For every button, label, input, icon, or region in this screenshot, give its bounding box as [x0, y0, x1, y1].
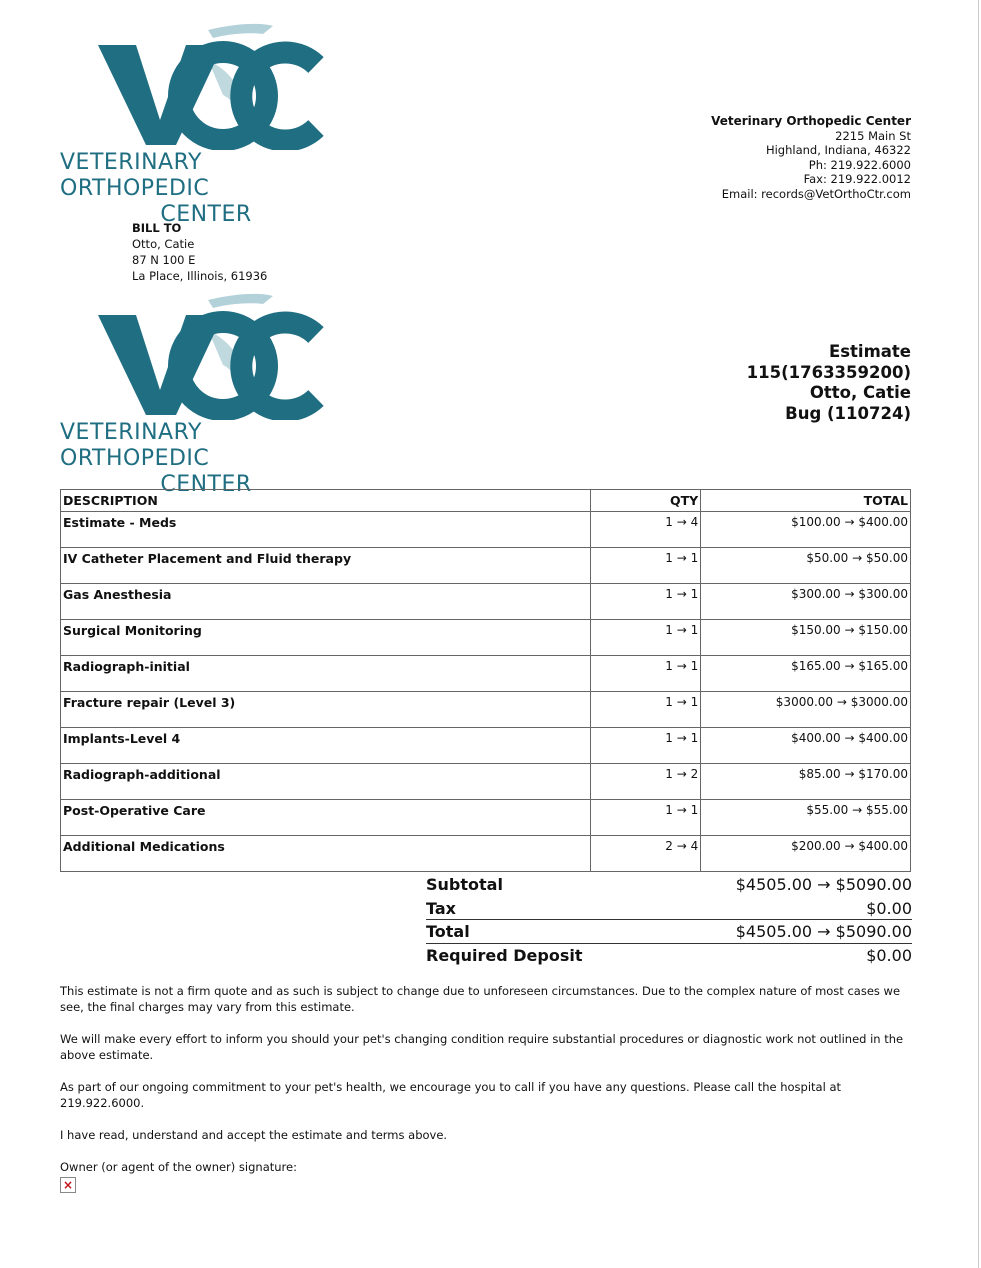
deposit-label: Required Deposit: [426, 945, 583, 965]
row-total: $400.00 → $400.00: [701, 728, 911, 764]
table-header-row: [61, 490, 911, 512]
bill-to-name: Otto, Catie: [132, 237, 195, 251]
row-total: $200.00 → $400.00: [701, 836, 911, 872]
clinic-city: Highland, Indiana, 46322: [765, 143, 911, 158]
row-description: IV Catheter Placement and Fluid therapy: [61, 548, 591, 584]
row-total: $100.00 → $400.00: [701, 512, 911, 548]
row-description: Post-Operative Care: [61, 800, 591, 836]
terms-paragraph: As part of our ongoing commitment to your pet's health, we encourage you to call if you have any questions. Please call the hospital at 219.922.6000.: [60, 1080, 842, 1110]
terms-paragraph: I have read, understand and accept the estimate and terms above.: [60, 1128, 448, 1142]
row-qty: 1 → 1: [591, 548, 701, 584]
table-row: [61, 620, 911, 656]
subtotal-value: $4505.00 → $5090.00: [735, 875, 912, 894]
row-total: $3000.00 → $3000.00: [701, 692, 911, 728]
estimate-number: 115(1763359200): [746, 362, 911, 382]
header-qty: QTY: [591, 490, 701, 512]
bill-to-city: La Place, Illinois, 61936: [132, 269, 268, 283]
bill-to-block: [132, 220, 267, 284]
clinic-logo-top: [58, 20, 358, 228]
row-total: $55.00 → $55.00: [701, 800, 911, 836]
line-items-table: [60, 489, 911, 872]
row-total: $85.00 → $170.00: [701, 764, 911, 800]
row-qty: 1 → 1: [591, 728, 701, 764]
table-row: [61, 836, 911, 872]
terms-paragraph: We will make every effort to inform you should your pet's changing condition require substantial procedures or diagnostic work not outlined in the above estimate.: [60, 1032, 904, 1062]
totals-block: [426, 873, 912, 967]
row-description: Fracture repair (Level 3): [61, 692, 591, 728]
row-qty: 1 → 1: [591, 800, 701, 836]
tax-row: [426, 897, 912, 921]
estimate-header: [747, 342, 911, 424]
row-total: $165.00 → $165.00: [701, 656, 911, 692]
logo-text-line1: VETERINARY ORTHOPEDIC: [60, 420, 210, 471]
terms-block: [60, 983, 920, 1191]
header-total: TOTAL: [701, 490, 911, 512]
header-description: DESCRIPTION: [61, 490, 591, 512]
clinic-logo-middle: [58, 290, 358, 498]
deposit-row: [426, 944, 912, 968]
table-row: [61, 692, 911, 728]
voc-monogram: [58, 20, 358, 150]
terms-paragraph: This estimate is not a firm quote and as such is subject to change due to unforeseen circumstances. Due to the complex nature of most cases we see, the final charges may vary from this estimate.: [60, 984, 901, 1014]
deposit-value: $0.00: [866, 945, 912, 965]
tax-value: $0.00: [866, 898, 912, 918]
signature-label: Owner (or agent of the owner) signature:: [60, 1160, 297, 1174]
subtotal-row: [426, 873, 912, 897]
broken-image-icon: ×: [60, 1177, 76, 1193]
clinic-email: Email: records@VetOrthoCtr.com: [721, 186, 911, 201]
row-total: $300.00 → $300.00: [701, 584, 911, 620]
total-value: $4505.00 → $5090.00: [735, 922, 912, 941]
clinic-fax: Fax: 219.922.0012: [803, 172, 911, 187]
row-qty: 1 → 1: [591, 620, 701, 656]
logo-text-line2: CENTER: [160, 472, 252, 497]
row-description: Gas Anesthesia: [61, 584, 591, 620]
row-total: $150.00 → $150.00: [701, 620, 911, 656]
total-label: Total: [426, 922, 470, 941]
subtotal-label: Subtotal: [426, 875, 503, 894]
row-qty: 1 → 2: [591, 764, 701, 800]
row-description: Surgical Monitoring: [61, 620, 591, 656]
row-qty: 1 → 4: [591, 512, 701, 548]
total-row: [426, 920, 912, 944]
row-qty: 1 → 1: [591, 584, 701, 620]
row-description: Implants-Level 4: [61, 728, 591, 764]
tax-label: Tax: [426, 898, 456, 918]
clinic-phone: Ph: 219.922.6000: [808, 157, 911, 172]
clinic-name: Veterinary Orthopedic Center: [711, 114, 911, 128]
clinic-street: 2215 Main St: [835, 128, 911, 143]
page-edge: [978, 0, 979, 1268]
row-qty: 1 → 1: [591, 656, 701, 692]
estimate-client: Otto, Catie: [809, 383, 911, 402]
row-qty: 1 → 1: [591, 692, 701, 728]
table-row: [61, 800, 911, 836]
estimate-title: Estimate: [828, 342, 911, 361]
logo-text-line2: CENTER: [160, 202, 252, 227]
row-description: Additional Medications: [61, 836, 591, 872]
row-total: $50.00 → $50.00: [701, 548, 911, 584]
row-description: Radiograph-additional: [61, 764, 591, 800]
clinic-address-block: [711, 114, 911, 202]
table-row: [61, 764, 911, 800]
table-row: [61, 584, 911, 620]
row-description: Radiograph-initial: [61, 656, 591, 692]
table-row: [61, 512, 911, 548]
table-row: [61, 548, 911, 584]
logo-text-line1: VETERINARY ORTHOPEDIC: [60, 150, 210, 201]
estimate-patient: Bug (110724): [785, 403, 911, 423]
voc-monogram-2: [58, 290, 358, 420]
row-qty: 2 → 4: [591, 836, 701, 872]
bill-to-street: 87 N 100 E: [132, 253, 196, 267]
row-description: Estimate - Meds: [61, 512, 591, 548]
table-row: [61, 728, 911, 764]
table-row: [61, 656, 911, 692]
bill-to-header: BILL TO: [132, 221, 182, 235]
